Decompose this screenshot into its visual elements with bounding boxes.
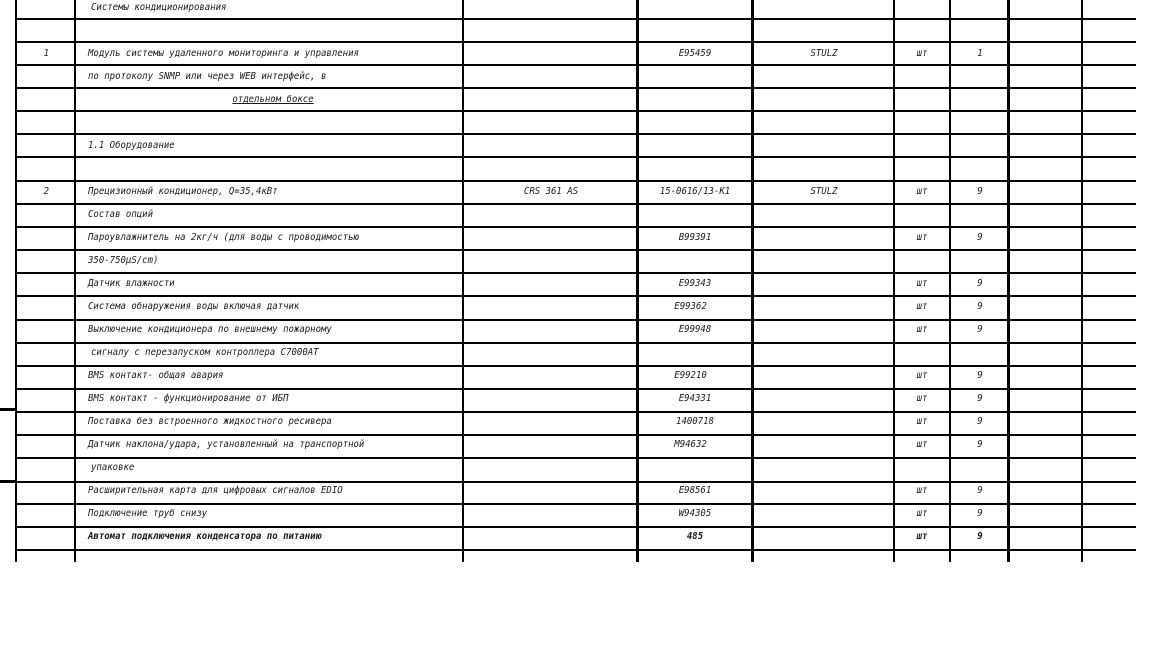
item-name: сигналу с перезапуском контроллера C7000AT [91,347,319,358]
table-row [0,479,1136,502]
item-unit: шт [916,531,928,542]
item-name: Поставка без встроенного жидкостного ресивера [88,416,332,427]
item-name: BMS контакт - функционирование от ИБП [88,393,289,404]
table-row [0,134,1136,157]
item-unit: шт [916,370,928,381]
item-code: E94331 [678,393,712,404]
item-quantity: 9 [977,485,983,496]
item-quantity: 9 [977,370,983,381]
item-manufacturer: STULZ [810,186,838,197]
item-name: 350-750µS/cm) [88,255,159,266]
item-unit: шт [916,48,928,59]
row-number: 1 [43,48,50,59]
table-row [0,272,1136,295]
table-row [0,111,1136,134]
item-code: M94632 [674,439,707,450]
item-quantity: 9 [977,508,983,519]
item-quantity: 1 [977,48,983,59]
item-code: 1400718 [676,416,714,427]
table-row [0,295,1136,318]
row-number: 2 [43,186,50,197]
item-name: Прецизионный кондиционер, Q=35,4кВт [88,186,278,197]
item-unit: шт [916,301,928,312]
table-row [0,502,1136,525]
item-name: по протоколу SNMP или через WEB интерфейс, в [88,71,327,82]
item-name: Пароувлажнитель на 2кг/ч (для воды с проводимостью [88,232,359,243]
item-code: 15-0616/13-K1 [659,186,731,197]
item-name: Состав опций [88,209,154,220]
table-row [0,341,1136,364]
item-unit: шт [916,508,928,519]
item-name: Датчик наклона/удара, установленный на транспортной [88,439,365,450]
item-quantity: 9 [977,301,983,312]
item-quantity: 9 [977,186,983,197]
table-row [0,19,1136,42]
item-quantity: 9 [977,416,983,427]
item-unit: шт [916,416,928,427]
item-quantity: 9 [977,232,983,243]
item-code: E95459 [678,48,712,59]
table-row [0,65,1136,88]
item-name: Выключение кондиционера по внешнему пожарному [88,324,332,335]
item-quantity: 9 [977,393,983,404]
table-row [0,226,1136,249]
item-quantity: 9 [977,324,983,335]
table-row [0,364,1136,387]
item-code: E99343 [678,278,712,289]
item-name: Модуль системы удаленного мониторинга и управления [88,48,359,59]
table-row [0,433,1136,456]
table-row [0,180,1136,203]
table-row [0,318,1136,341]
item-unit: шт [916,439,928,450]
item-name: упаковке [91,462,135,473]
item-code: E98561 [678,485,712,496]
item-name: Автомат подключения конденсатора по питанию [88,531,322,542]
item-code: E99362 [674,301,707,312]
item-type: CRS 361 AS [523,186,579,197]
item-name: 1.1 Оборудование [88,140,175,151]
item-unit: шт [916,485,928,496]
item-unit: шт [916,186,928,197]
table-row [0,157,1136,180]
item-code: 485 [686,531,704,542]
item-quantity: 9 [977,439,983,450]
item-code: E99210 [674,370,707,381]
item-unit: шт [916,324,928,335]
item-name: Датчик влажности [88,278,175,289]
item-name: отдельном боксе [232,94,314,105]
item-unit: шт [916,393,928,404]
item-name: Система обнаружения воды включая датчик [88,301,300,312]
item-unit: шт [916,278,928,289]
table-row [0,0,1136,19]
item-unit: шт [916,232,928,243]
item-code: B99391 [678,232,712,243]
table-row [0,203,1136,226]
table-row [0,456,1136,479]
item-code: W94305 [678,508,712,519]
item-quantity: 9 [977,531,983,542]
item-name: BMS контакт- общая авария [88,370,224,381]
table-row [0,387,1136,410]
row-rule [17,549,1136,551]
item-name: Системы кондиционирования [91,2,227,13]
table-row [0,42,1136,65]
table-row [0,525,1136,548]
item-manufacturer: STULZ [810,48,838,59]
table-row [0,410,1136,433]
table-row [0,249,1136,272]
item-quantity: 9 [977,278,983,289]
table-row [0,88,1136,111]
item-name: Подключение труб снизу [88,508,208,519]
item-name: Расширительная карта для цифровых сигналов EDIO [88,485,343,496]
item-code: E99948 [678,324,712,335]
